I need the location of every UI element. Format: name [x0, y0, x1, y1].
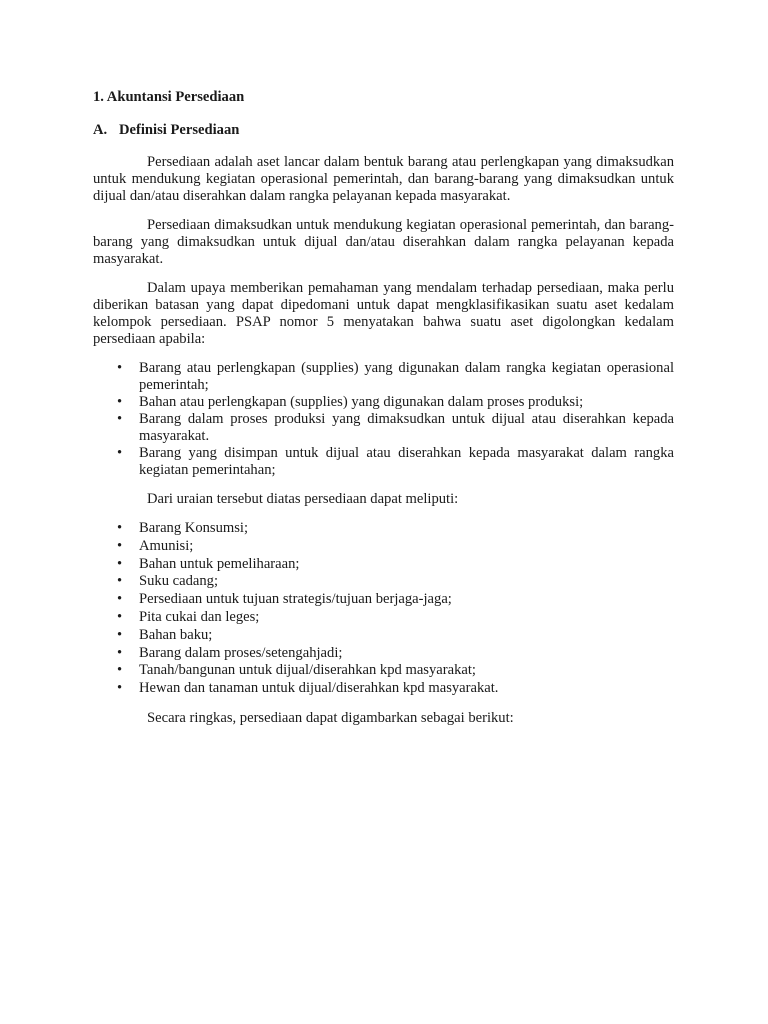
list-item: • Barang Konsumsi;: [93, 520, 674, 538]
list-item: • Tanah/bangunan untuk dijual/diserahkan kpd masyarakat;: [93, 662, 674, 680]
paragraph-purpose: Persediaan dimaksudkan untuk mendukung kegiatan operasional pemerintah, dan barang-barang yang dimaksudkan untuk dijual dan/atau diserahkan dalam rangka pelayanan kepada masyarakat.: [93, 217, 674, 267]
list-item: • Barang dalam proses/setengahjadi;: [93, 645, 674, 663]
document-page: [93, 89, 674, 739]
subsection-title: Definisi Persediaan: [119, 122, 240, 138]
scope-list: [93, 520, 674, 698]
list-item: • Persediaan untuk tujuan strategis/tujuan berjaga-jaga;: [93, 591, 674, 609]
list-item: • Bahan baku;: [93, 627, 674, 645]
paragraph-closing: Secara ringkas, persediaan dapat digambarkan sebagai berikut:: [147, 709, 514, 726]
list-item: • Hewan dan tanaman untuk dijual/diserahkan kpd masyarakat.: [93, 680, 674, 698]
list-item: • Barang yang disimpan untuk dijual atau diserahkan kepada masyarakat dalam rangka kegiatan pemerintahan;: [93, 445, 674, 479]
criteria-list: [93, 360, 674, 479]
paragraph-definition: Persediaan adalah aset lancar dalam bentuk barang atau perlengkapan yang dimaksudkan untuk mendukung kegiatan operasional pemerintah, dan barang-barang yang dimaksudkan untuk dijual dan/atau diserahkan dalam rangka pelayanan kepada masyarakat.: [93, 154, 674, 204]
paragraph-criteria-intro: Dalam upaya memberikan pemahaman yang mendalam terhadap persediaan, maka perlu diberikan batasan yang dapat dipedomani untuk dapat mengklasifikasikan suatu aset kedalam kelompok persediaan. PSAP nomor 5 menyatakan bahwa suatu aset digolongkan kedalam persediaan apabila:: [93, 280, 674, 347]
list-item: • Suku cadang;: [93, 573, 674, 591]
list-item: • Barang atau perlengkapan (supplies) yang digunakan dalam rangka kegiatan operasional pemerintah;: [93, 360, 674, 394]
paragraph-scope-intro: Dari uraian tersebut diatas persediaan dapat meliputi:: [147, 491, 459, 507]
subsection-number: A.: [93, 122, 108, 138]
list-item: • Amunisi;: [93, 538, 674, 556]
section-heading: 1. Akuntansi Persediaan: [93, 89, 245, 105]
list-item: • Bahan untuk pemeliharaan;: [93, 556, 674, 574]
subsection-heading: [93, 122, 674, 139]
list-item: • Pita cukai dan leges;: [93, 609, 674, 627]
list-item: • Barang dalam proses produksi yang dimaksudkan untuk dijual atau diserahkan kepada masyarakat.: [93, 411, 674, 445]
list-item: • Bahan atau perlengkapan (supplies) yang digunakan dalam proses produksi;: [93, 394, 674, 411]
